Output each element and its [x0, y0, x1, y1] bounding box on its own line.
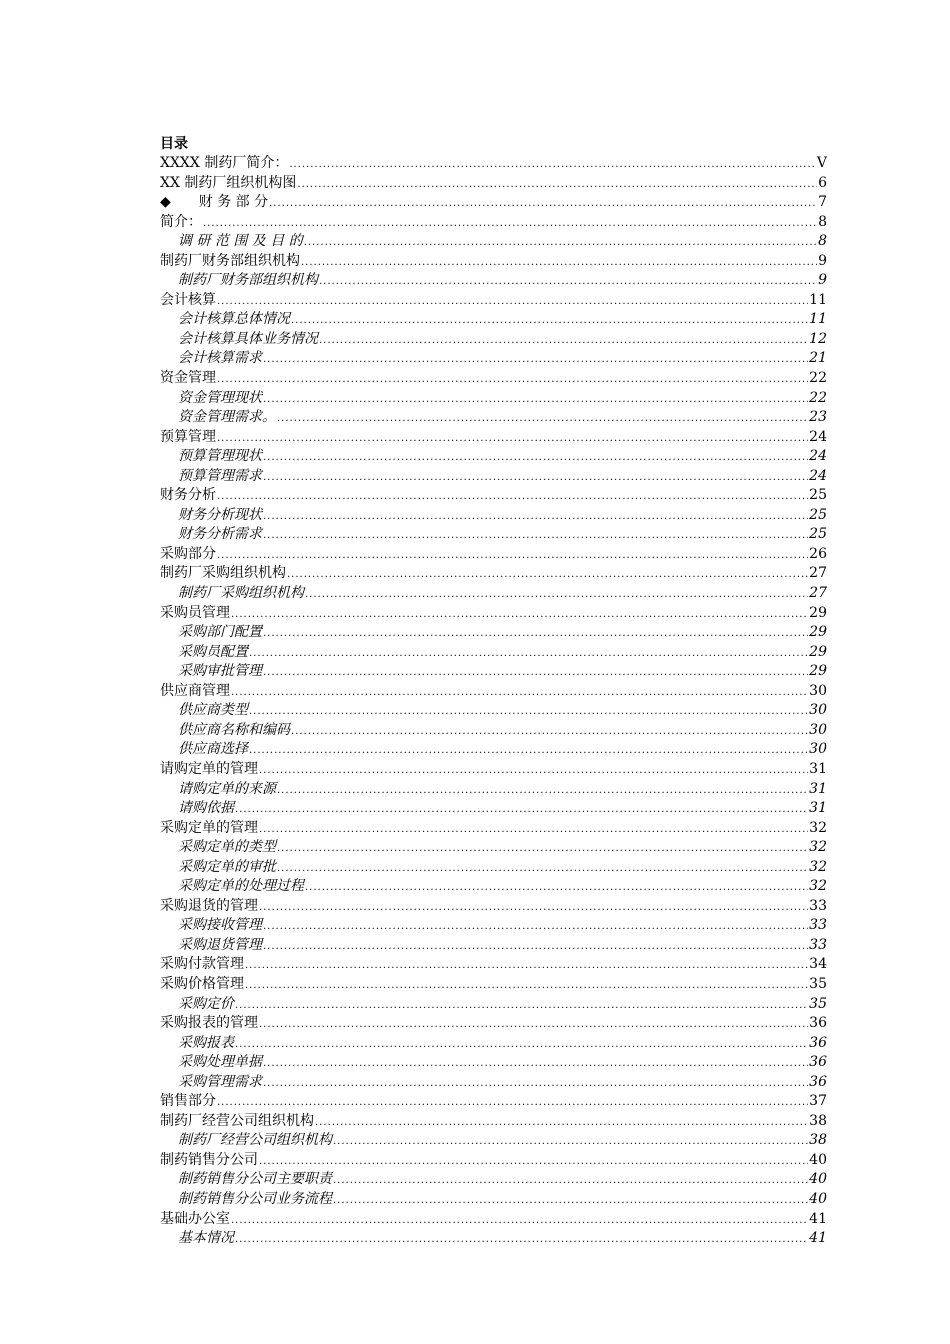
toc-entry-label: 财务分析现状	[178, 506, 262, 523]
dot-leader	[259, 761, 808, 781]
toc-entry-page-number: 33	[809, 936, 827, 953]
dot-leader	[263, 468, 808, 488]
toc-entry-page-number: 41	[809, 1230, 827, 1247]
toc-entry-label: XX 制药厂组织机构图	[160, 174, 297, 191]
toc-entry[interactable]	[160, 252, 827, 272]
dot-leader	[305, 878, 808, 898]
toc-entry-page-number: 33	[809, 917, 827, 934]
dot-leader	[263, 448, 808, 468]
toc-entry[interactable]	[160, 428, 827, 448]
toc-entry-page-number: 24	[809, 428, 827, 445]
toc-entry-label: 调 研 范 围 及 目 的	[178, 233, 303, 250]
toc-entry-page-number: 33	[809, 897, 827, 914]
toc-entry-label: 采购定单的审批	[178, 858, 276, 875]
toc-entry-page-number: 26	[809, 545, 827, 562]
dot-leader	[217, 292, 808, 312]
dot-leader	[263, 917, 808, 937]
dot-leader	[217, 487, 808, 507]
toc-entry-label: 采购审批管理	[178, 663, 262, 680]
toc-entry-page-number: 29	[809, 604, 827, 621]
toc-entry[interactable]	[160, 877, 827, 897]
toc-entry-label: 制药厂经营公司组织机构	[178, 1132, 332, 1149]
toc-entry-page-number: 30	[809, 682, 827, 699]
dot-leader	[263, 1074, 808, 1094]
dot-leader	[217, 370, 808, 390]
dot-leader	[333, 1132, 808, 1152]
toc-entry-label: 制药厂采购组织机构	[178, 585, 304, 602]
toc-entry-page-number: 25	[809, 526, 827, 543]
toc-entry[interactable]	[160, 1034, 827, 1054]
toc-entry-page-number: 31	[809, 760, 827, 777]
toc-entry-page-number: 25	[809, 506, 827, 523]
toc-entry[interactable]	[160, 760, 827, 780]
toc-entry[interactable]	[160, 858, 827, 878]
toc-entry-label: 基本情况	[178, 1230, 234, 1247]
toc-entry[interactable]	[160, 564, 827, 584]
toc-entry-page-number: V	[816, 155, 827, 171]
toc-entry-label: 采购报表的管理	[160, 1015, 258, 1032]
toc-entry-label: 预算管理现状	[178, 448, 262, 465]
dot-leader	[333, 1191, 808, 1211]
toc-entry[interactable]	[160, 525, 827, 545]
toc-entry[interactable]	[160, 232, 827, 252]
toc-entry-page-number: 24	[809, 448, 827, 465]
toc-entry[interactable]	[160, 349, 827, 369]
dot-leader	[319, 272, 817, 292]
toc-entry[interactable]	[160, 271, 827, 291]
dot-leader	[217, 546, 808, 566]
toc-entry[interactable]	[160, 740, 827, 760]
dot-leader	[245, 956, 808, 976]
toc-entry-page-number: 7	[818, 194, 827, 211]
toc-entry-label: 请购定单的来源	[178, 780, 276, 797]
toc-entry[interactable]	[160, 1170, 827, 1190]
toc-entry-page-number: 41	[809, 1210, 827, 1227]
toc-entry[interactable]	[160, 604, 827, 624]
toc-entry-label: 销售部分	[160, 1093, 216, 1110]
toc-entry-page-number: 29	[809, 663, 827, 680]
toc-entry-label: 会计核算具体业务情况	[178, 330, 318, 347]
toc-entry[interactable]	[160, 975, 827, 995]
dot-leader	[301, 253, 817, 273]
dot-leader	[277, 859, 808, 879]
toc-entry-page-number: 40	[809, 1190, 827, 1207]
table-of-contents	[160, 135, 827, 1249]
toc-entry[interactable]	[160, 1092, 827, 1112]
toc-entry-page-number: 25	[809, 487, 827, 504]
dot-leader	[277, 781, 808, 801]
toc-entry-label: 基础办公室	[160, 1210, 230, 1227]
toc-entry[interactable]	[160, 662, 827, 682]
dot-leader	[249, 741, 808, 761]
toc-entry-label: 采购处理单据	[178, 1054, 262, 1071]
toc-entry[interactable]	[160, 408, 827, 428]
toc-entry[interactable]	[160, 447, 827, 467]
dot-leader	[235, 1035, 808, 1055]
toc-entry-label: 会计核算总体情况	[178, 311, 290, 328]
toc-entry-label: 采购退货的管理	[160, 897, 258, 914]
toc-entry[interactable]	[160, 330, 827, 350]
toc-entry-page-number: 30	[809, 702, 827, 719]
toc-entry[interactable]	[160, 1151, 827, 1171]
toc-entry-page-number: 22	[809, 389, 827, 406]
toc-entry-label: 制药销售分公司业务流程	[178, 1190, 332, 1207]
dot-leader	[333, 1171, 808, 1191]
dot-leader	[235, 800, 808, 820]
toc-entry-label: 预算管理需求	[178, 467, 262, 484]
dot-leader	[217, 429, 808, 449]
dot-leader	[235, 1230, 808, 1250]
toc-entry[interactable]	[160, 545, 827, 565]
toc-entry-label: ◆ 财 务 部 分	[160, 194, 269, 211]
toc-entry-page-number: 35	[809, 995, 827, 1012]
toc-entry-label: 采购员配置	[178, 643, 248, 660]
toc-entry-label: 采购部分	[160, 545, 216, 562]
toc-entry[interactable]	[160, 995, 827, 1015]
toc-entry[interactable]	[160, 1190, 827, 1210]
toc-entry-page-number: 38	[809, 1112, 827, 1129]
toc-entry-page-number: 6	[818, 174, 827, 191]
toc-entry-label: 采购定价	[178, 995, 234, 1012]
toc-entry[interactable]	[160, 701, 827, 721]
toc-entry-page-number: 32	[809, 839, 827, 856]
toc-entry-label: 制药销售分公司主要职责	[178, 1171, 332, 1188]
dot-leader	[289, 155, 816, 175]
toc-entry-label: 采购接收管理	[178, 917, 262, 934]
toc-entry-label: 请购定单的管理	[160, 760, 258, 777]
dot-leader	[297, 175, 817, 195]
toc-entry-label: 制药厂采购组织机构	[160, 565, 286, 582]
dot-leader	[315, 1113, 808, 1133]
toc-entry[interactable]	[160, 1131, 827, 1151]
toc-entry-page-number: 8	[818, 233, 827, 250]
toc-entry-page-number: 8	[818, 213, 827, 230]
toc-entry-page-number: 11	[809, 311, 827, 328]
dot-leader	[249, 644, 808, 664]
dot-leader	[269, 194, 817, 214]
toc-entry-label: 财务分析需求	[178, 526, 262, 543]
toc-entry[interactable]	[160, 682, 827, 702]
dot-leader	[263, 624, 808, 644]
toc-entry-label: 采购管理需求	[178, 1073, 262, 1090]
toc-title: 目录	[160, 136, 188, 152]
toc-entry-label: 财务分析	[160, 487, 216, 504]
dot-leader	[263, 507, 808, 527]
toc-entry-page-number: 30	[809, 721, 827, 738]
toc-entry-page-number: 36	[809, 1034, 827, 1051]
dot-leader	[231, 683, 808, 703]
dot-leader	[291, 722, 808, 742]
dot-leader	[235, 996, 808, 1016]
toc-entry-label: 请购依据	[178, 800, 234, 817]
dot-leader	[259, 1015, 808, 1035]
toc-entry-label: 采购价格管理	[160, 975, 244, 992]
toc-entry-page-number: 32	[809, 819, 827, 836]
dot-leader	[263, 390, 808, 410]
toc-entry[interactable]	[160, 955, 827, 975]
toc-entry-page-number: 29	[809, 643, 827, 660]
toc-entry-page-number: 11	[809, 291, 827, 308]
dot-leader	[319, 331, 808, 351]
toc-entry[interactable]	[160, 486, 827, 506]
toc-entry-label: 简介：	[160, 213, 202, 230]
dot-leader	[217, 1093, 808, 1113]
toc-entry[interactable]	[160, 389, 827, 409]
toc-entry-label: 制药销售分公司	[160, 1151, 258, 1168]
toc-entry[interactable]	[160, 1229, 827, 1249]
toc-entry[interactable]	[160, 213, 827, 233]
dot-leader	[231, 605, 808, 625]
toc-entry-label: 会计核算	[160, 291, 216, 308]
toc-entry-page-number: 23	[809, 409, 827, 426]
dot-leader	[259, 820, 808, 840]
toc-entry-label: 资金管理	[160, 370, 216, 387]
dot-leader	[203, 214, 817, 234]
toc-entry-label: 制药厂经营公司组织机构	[160, 1112, 314, 1129]
dot-leader	[305, 585, 808, 605]
toc-entry[interactable]	[160, 1073, 827, 1093]
toc-entry[interactable]	[160, 897, 827, 917]
toc-entry-page-number: 22	[809, 370, 827, 387]
toc-entry[interactable]	[160, 643, 827, 663]
dot-leader	[291, 311, 808, 331]
toc-entry-page-number: 21	[809, 350, 827, 367]
toc-entry-label: 预算管理	[160, 428, 216, 445]
toc-entry[interactable]	[160, 506, 827, 526]
dot-leader	[277, 839, 808, 859]
toc-entry-page-number: 36	[809, 1015, 827, 1032]
toc-entry[interactable]	[160, 1112, 827, 1132]
toc-entry[interactable]	[160, 584, 827, 604]
toc-entry[interactable]	[160, 291, 827, 311]
toc-entry-label: 供应商管理	[160, 682, 230, 699]
toc-entry-page-number: 36	[809, 1073, 827, 1090]
toc-entry[interactable]	[160, 1014, 827, 1034]
toc-entries	[160, 154, 827, 1249]
toc-entry-label: 采购定单的类型	[178, 839, 276, 856]
toc-entry[interactable]	[160, 936, 827, 956]
toc-entry[interactable]	[160, 838, 827, 858]
toc-entry-label: 供应商名称和编码	[178, 721, 290, 738]
dot-leader	[304, 233, 817, 253]
toc-entry[interactable]	[160, 1053, 827, 1073]
toc-entry[interactable]	[160, 1210, 827, 1230]
toc-entry-label: 采购定单的处理过程	[178, 878, 304, 895]
toc-entry-page-number: 24	[809, 467, 827, 484]
toc-entry[interactable]	[160, 193, 827, 213]
toc-entry-label: 资金管理现状	[178, 389, 262, 406]
toc-entry-label: 供应商选择	[178, 741, 248, 758]
toc-entry-label: 会计核算需求	[178, 350, 262, 367]
dot-leader	[263, 937, 808, 957]
toc-entry[interactable]	[160, 154, 827, 174]
toc-entry[interactable]	[160, 799, 827, 819]
toc-entry-page-number: 9	[818, 272, 827, 289]
dot-leader	[249, 702, 808, 722]
dot-leader	[245, 976, 808, 996]
toc-entry-page-number: 36	[809, 1054, 827, 1071]
dot-leader	[277, 409, 808, 429]
toc-entry-page-number: 35	[809, 975, 827, 992]
toc-entry-label: 采购报表	[178, 1034, 234, 1051]
toc-entry-page-number: 27	[809, 585, 827, 602]
toc-entry-page-number: 38	[809, 1132, 827, 1149]
toc-entry-page-number: 40	[809, 1151, 827, 1168]
toc-entry-label: 采购部门配置	[178, 624, 262, 641]
dot-leader	[259, 1152, 808, 1172]
toc-entry-page-number: 9	[818, 252, 827, 269]
toc-entry-page-number: 37	[809, 1093, 827, 1110]
toc-entry-label: 采购付款管理	[160, 956, 244, 973]
toc-entry-page-number: 12	[809, 330, 827, 347]
toc-entry-label: 采购退货管理	[178, 936, 262, 953]
toc-entry[interactable]	[160, 819, 827, 839]
toc-entry-page-number: 31	[809, 800, 827, 817]
dot-leader	[263, 526, 808, 546]
toc-entry[interactable]	[160, 916, 827, 936]
toc-entry-label: XXXX 制药厂简介：	[160, 155, 289, 171]
toc-entry-page-number: 31	[809, 780, 827, 797]
toc-entry-page-number: 27	[809, 565, 827, 582]
toc-entry-label: 制药厂财务部组织机构	[160, 252, 300, 269]
toc-entry-page-number: 32	[809, 858, 827, 875]
toc-entry-page-number: 30	[809, 741, 827, 758]
toc-entry[interactable]	[160, 780, 827, 800]
dot-leader	[263, 1054, 808, 1074]
toc-entry-label: 制药厂财务部组织机构	[178, 272, 318, 289]
dot-leader	[287, 565, 808, 585]
dot-leader	[231, 1211, 808, 1231]
toc-entry-label: 资金管理需求。	[178, 409, 276, 426]
dot-leader	[259, 898, 808, 918]
toc-entry-label: 采购员管理	[160, 604, 230, 621]
dot-leader	[263, 663, 808, 683]
toc-entry-label: 供应商类型	[178, 702, 248, 719]
toc-entry[interactable]	[160, 174, 827, 194]
toc-entry[interactable]	[160, 369, 827, 389]
toc-entry[interactable]	[160, 467, 827, 487]
dot-leader	[263, 350, 808, 370]
toc-entry[interactable]	[160, 721, 827, 741]
toc-entry-page-number: 40	[809, 1171, 827, 1188]
toc-entry[interactable]	[160, 623, 827, 643]
toc-entry-page-number: 29	[809, 624, 827, 641]
toc-entry-label: 采购定单的管理	[160, 819, 258, 836]
toc-entry-page-number: 32	[809, 878, 827, 895]
toc-entry[interactable]	[160, 310, 827, 330]
toc-entry-page-number: 34	[809, 956, 827, 973]
